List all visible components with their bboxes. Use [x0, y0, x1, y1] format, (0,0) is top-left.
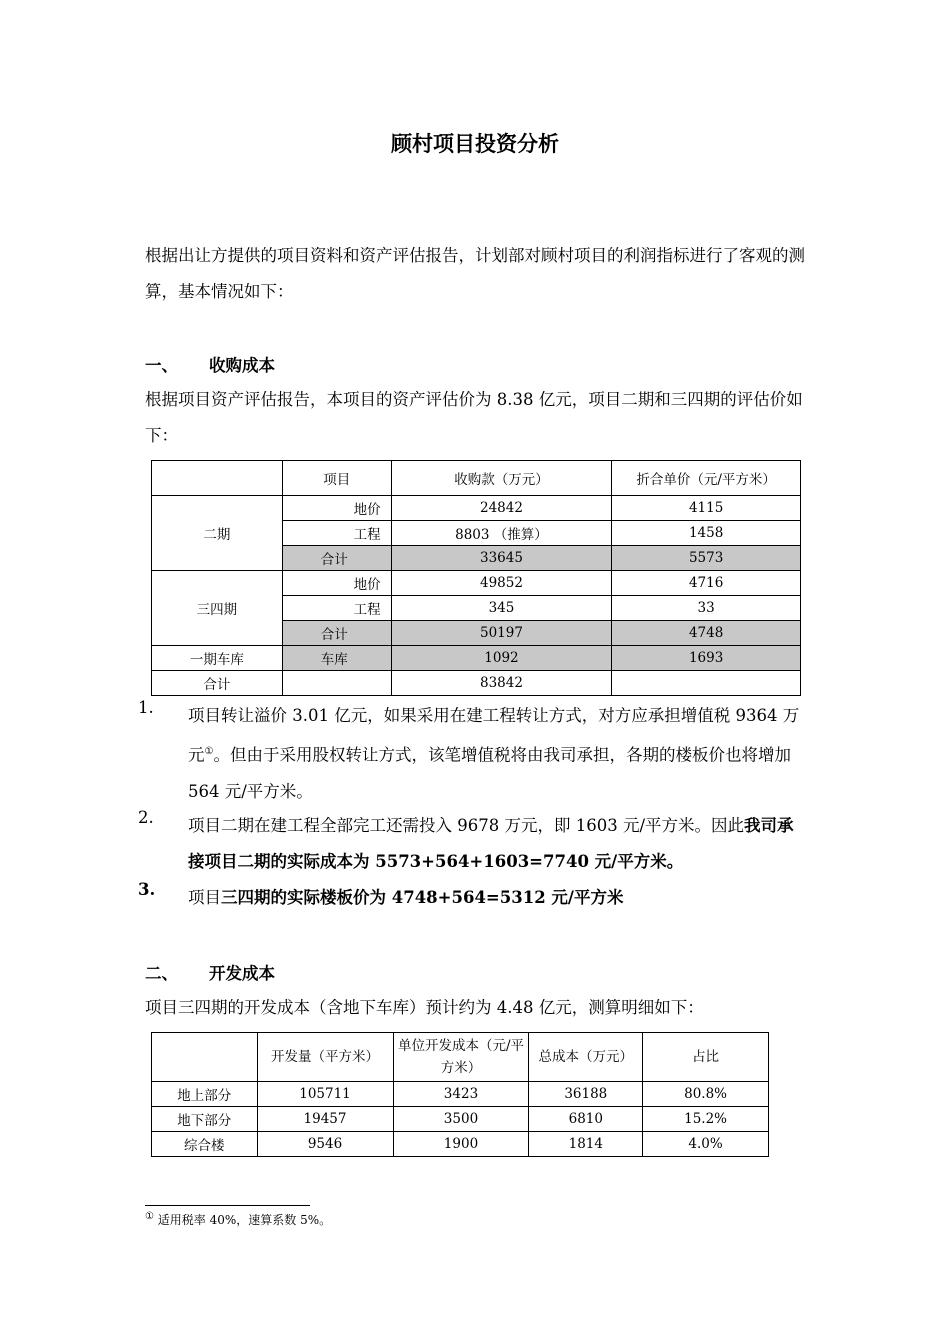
- item-cell: 工程: [282, 521, 391, 546]
- item-cell: 合计: [282, 621, 391, 646]
- section1-title: 收购成本: [209, 356, 275, 375]
- table-cell: 36188: [529, 1082, 643, 1107]
- table-cell: 80.8%: [643, 1082, 769, 1107]
- phase-label: 一期车库: [152, 646, 283, 671]
- amount-cell: 1092: [391, 646, 612, 671]
- unit-price-cell: 4115: [612, 496, 801, 521]
- list-text: 项目转让溢价 3.01 亿元，如果采用在建工程转让方式，对方应承担增值税 9364 万元: [188, 706, 800, 765]
- empty-cell: [282, 671, 391, 696]
- footnote-reference[interactable]: ①: [204, 746, 214, 757]
- table-cell: 105711: [257, 1082, 393, 1107]
- section1-number: 一、: [145, 356, 178, 375]
- table-row: [152, 571, 801, 596]
- table-header-row: [152, 461, 801, 496]
- list-text-bold: 我司承接项目二期的实际成本为 5573+564+1603=7740 元/平方米。: [188, 816, 794, 871]
- garage-row: [152, 646, 801, 671]
- table-cell: 3500: [393, 1107, 529, 1132]
- section2-number: 二、: [145, 964, 178, 983]
- list-text: 项目二期在建工程全部完工还需投入 9678 万元，即 1603 元/平方米。因此: [188, 816, 745, 835]
- footnote-text: 适用税率 40%，速算系数 5%。: [157, 1213, 332, 1227]
- section2-heading: [145, 960, 275, 984]
- table-cell: 19457: [257, 1107, 393, 1132]
- list-body: [188, 698, 810, 810]
- page-title: 顾村项目投资分析: [391, 132, 559, 156]
- section1-heading: [145, 352, 275, 376]
- table-cell: 3423: [393, 1082, 529, 1107]
- table-header-cell: 开发量（平方米）: [257, 1033, 393, 1082]
- section2-paragraph: 项目三四期的开发成本（含地下车库）预计约为 4.48 亿元，测算明细如下：: [145, 998, 704, 1017]
- total-label: 合计: [152, 671, 283, 696]
- table-header-cell: [152, 1033, 258, 1082]
- item-cell: 工程: [282, 596, 391, 621]
- list-text-bold: 三四期的实际楼板价为 4748+564=5312 元/平方米: [221, 888, 624, 907]
- total-amount: 83842: [391, 671, 612, 696]
- table-header-cell: 占比: [643, 1033, 769, 1082]
- list-number: 3.: [138, 880, 156, 899]
- footnote: [145, 1211, 331, 1228]
- table-header-cell: 单位开发成本（元/平方米）: [393, 1033, 529, 1082]
- footnote-mark: ①: [145, 1211, 154, 1222]
- amount-cell: 49852: [391, 571, 612, 596]
- unit-price-cell: 4716: [612, 571, 801, 596]
- list-body: [188, 808, 810, 880]
- unit-price-cell: 4748: [612, 621, 801, 646]
- table-cell: 1814: [529, 1132, 643, 1157]
- table-cell: 综合楼: [152, 1132, 258, 1157]
- table-cell: 4.0%: [643, 1132, 769, 1157]
- development-cost-table: [151, 1032, 769, 1157]
- unit-price-cell: 1458: [612, 521, 801, 546]
- item-cell: 合计: [282, 546, 391, 571]
- total-row: [152, 671, 801, 696]
- intro-paragraph: 根据出让方提供的项目资料和资产评估报告，计划部对顾村项目的利润指标进行了客观的测算，基本情况如下：: [145, 246, 805, 301]
- table-header-row: [152, 1033, 769, 1082]
- table-header-cell: 收购款（万元）: [391, 461, 612, 496]
- table-row: [152, 1082, 769, 1107]
- list-text: 项目: [188, 888, 221, 907]
- item-cell: 车库: [282, 646, 391, 671]
- list-body: [188, 880, 810, 916]
- table-cell: 1900: [393, 1132, 529, 1157]
- unit-price-cell: 1693: [612, 646, 801, 671]
- amount-cell: 50197: [391, 621, 612, 646]
- table-cell: 地下部分: [152, 1107, 258, 1132]
- section1-paragraph: 根据项目资产评估报告，本项目的资产评估价为 8.38 亿元，项目二期和三四期的评估价如下：: [145, 390, 803, 445]
- table-row: [152, 496, 801, 521]
- amount-cell: 24842: [391, 496, 612, 521]
- unit-price-cell: 33: [612, 596, 801, 621]
- table-cell: 15.2%: [643, 1107, 769, 1132]
- phase-label: 二期: [152, 496, 283, 571]
- acquisition-cost-table: [151, 460, 801, 696]
- table-header-cell: 折合单价（元/平方米）: [612, 461, 801, 496]
- phase-label: 三四期: [152, 571, 283, 646]
- table-row: [152, 1132, 769, 1157]
- footnote-separator: [145, 1205, 310, 1206]
- table-cell: 6810: [529, 1107, 643, 1132]
- table-header-cell: 总成本（万元）: [529, 1033, 643, 1082]
- table-cell: 地上部分: [152, 1082, 258, 1107]
- table-header-cell: 项目: [282, 461, 391, 496]
- amount-cell: 33645: [391, 546, 612, 571]
- item-cell: 地价: [282, 571, 391, 596]
- table-header-cell: [152, 461, 283, 496]
- amount-cell: 345: [391, 596, 612, 621]
- section2-title: 开发成本: [209, 964, 275, 983]
- list-text: 。但由于采用股权转让方式，该笔增值税将由我司承担，各期的楼板价也将增加 564 元/平方米。: [188, 745, 791, 801]
- table-row: [152, 1107, 769, 1132]
- amount-cell: 8803 （推算）: [391, 521, 612, 546]
- unit-price-cell: 5573: [612, 546, 801, 571]
- table-cell: 9546: [257, 1132, 393, 1157]
- item-cell: 地价: [282, 496, 391, 521]
- list-number: 2.: [138, 808, 154, 827]
- empty-cell: [612, 671, 801, 696]
- list-number: 1.: [138, 698, 154, 717]
